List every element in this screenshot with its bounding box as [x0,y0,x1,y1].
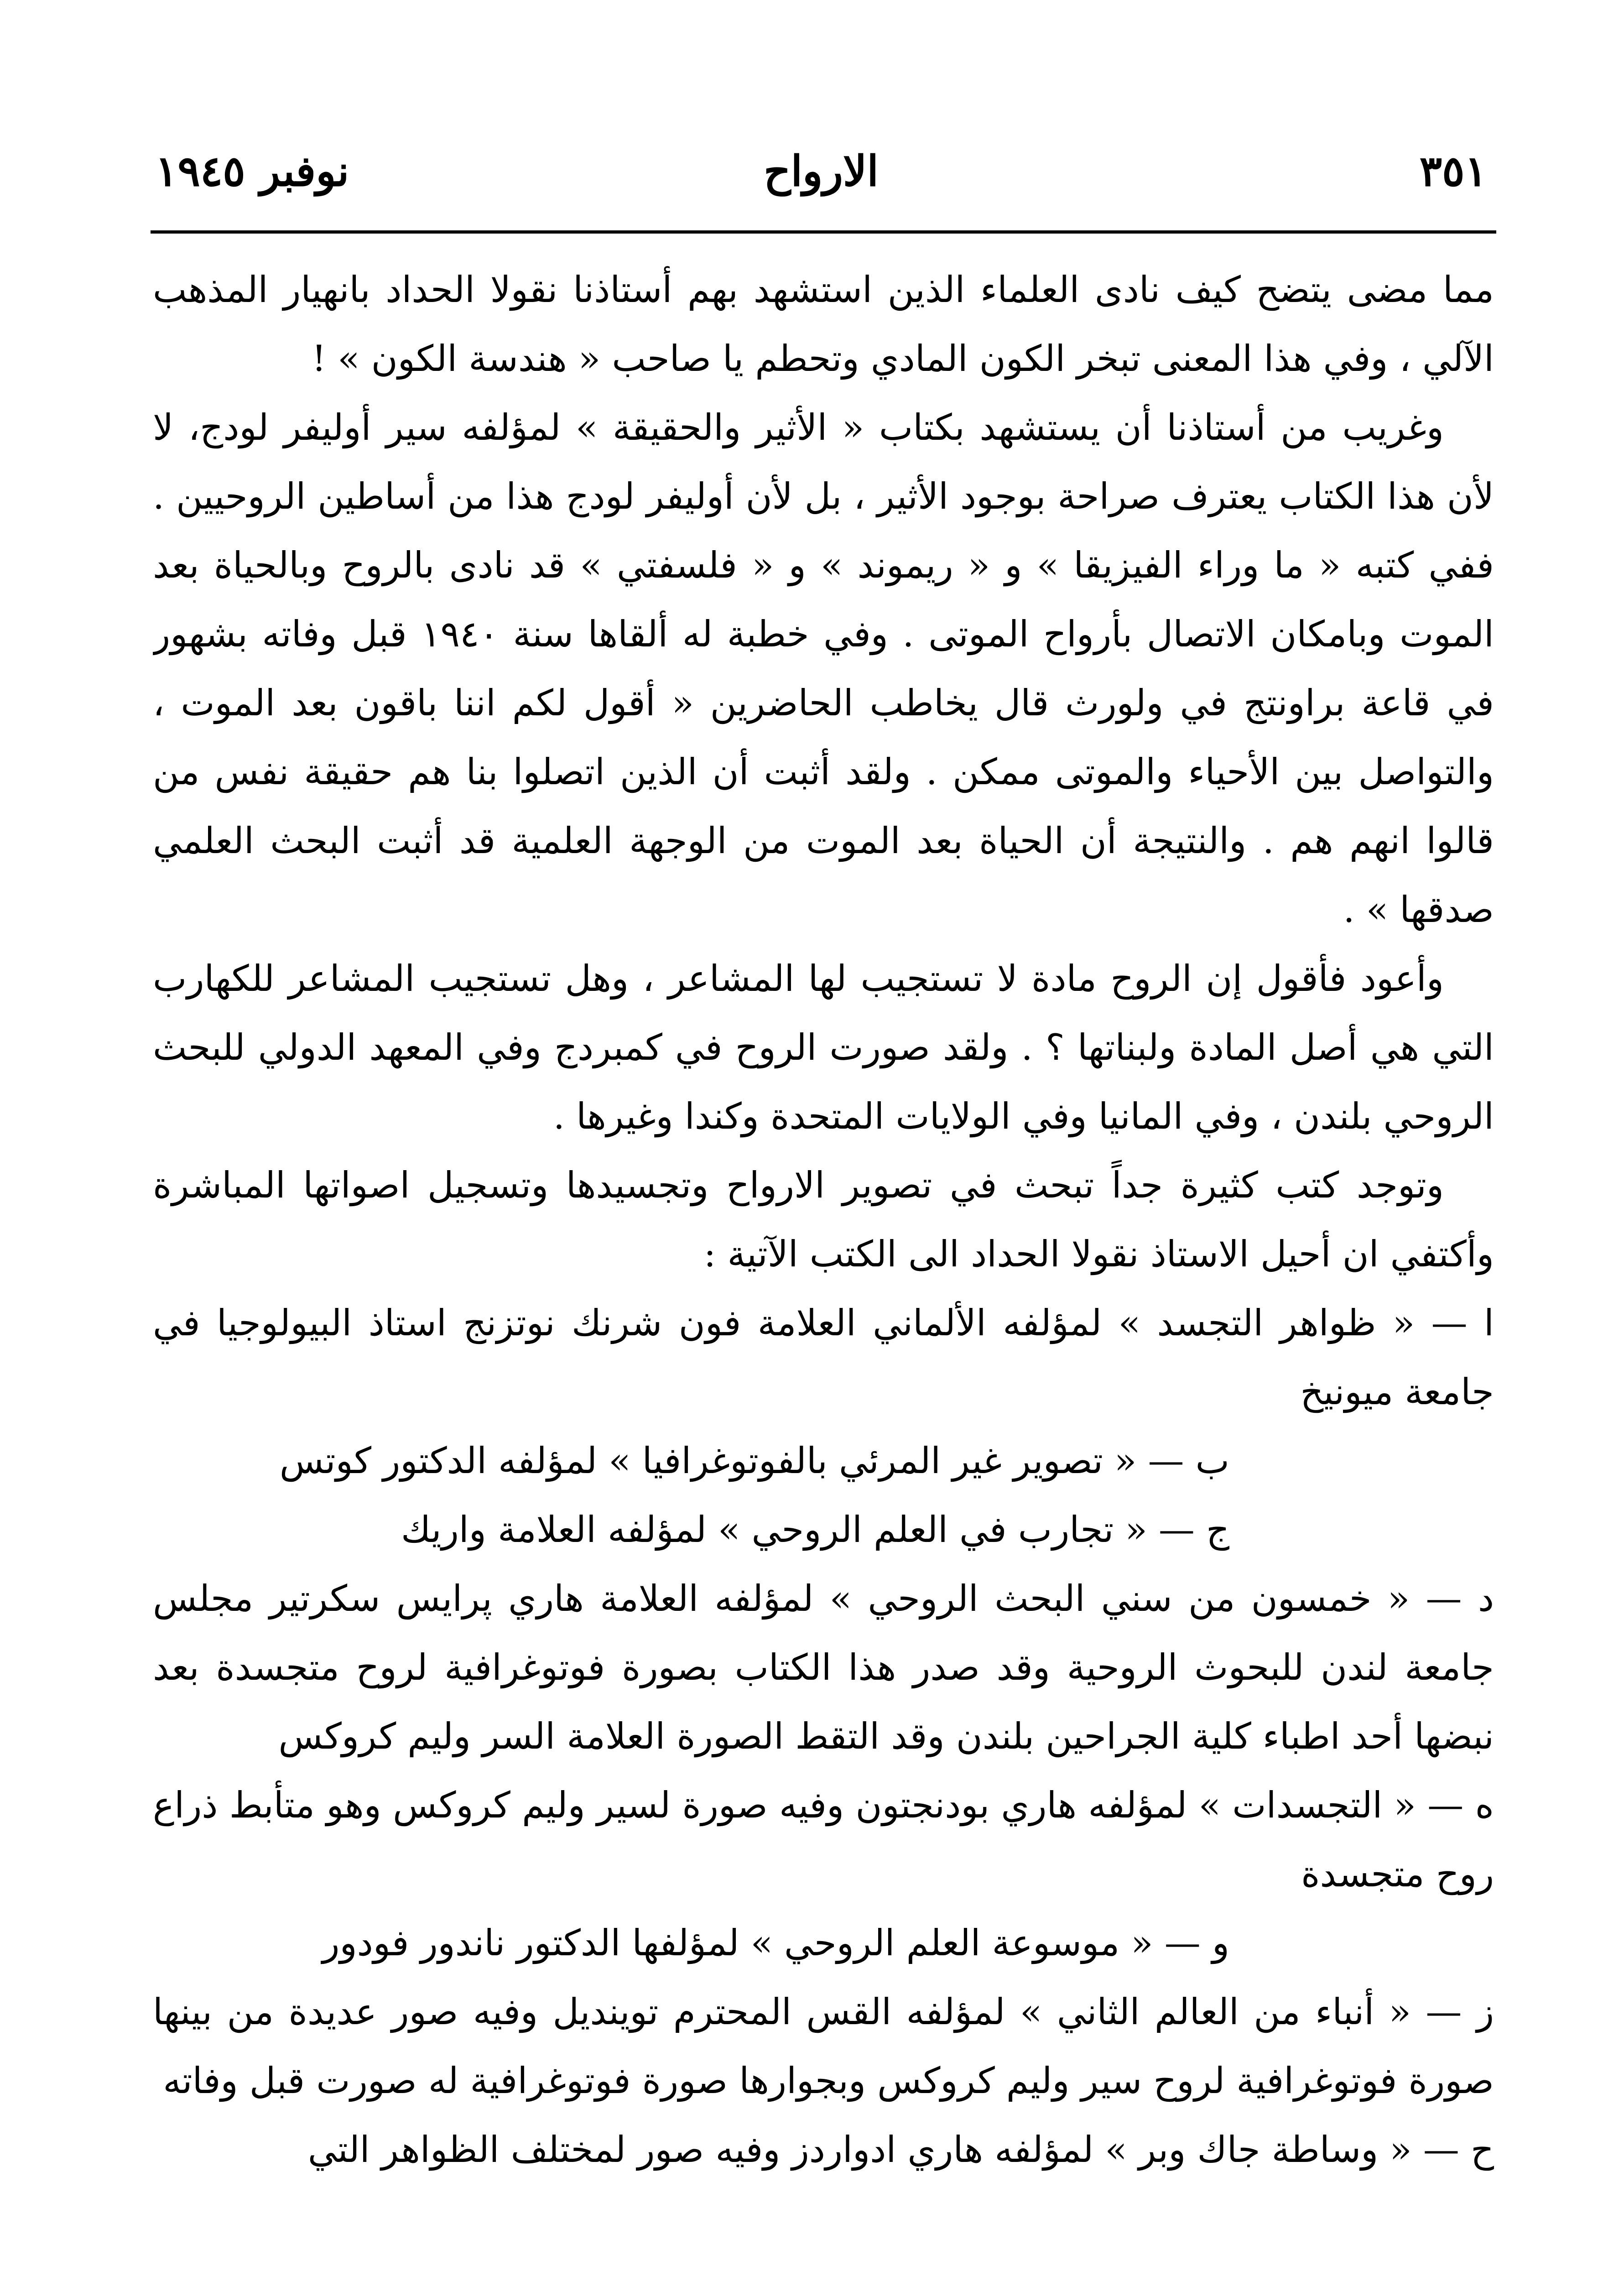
book-item-ha: ه — « التجسدات » لمؤلفه هاري بودنجتون وفيه صورة لسير وليم كروكس وهو متأبط ذراع روح متجسدة [153,1784,1494,1895]
book-item-alif: ا — « ظواهر التجسد » لمؤلفه الألماني العلامة فون شرنك نوتزنج استاذ البيولوجيا في جامعة ميونيخ [153,1302,1494,1413]
header-divider [151,230,1496,234]
paragraph-1: مما مضى يتضح كيف نادى العلماء الذين استشهد بهم أستاذنا نقولا الحداد بانهيار المذهب الآلي ، وفي هذا المعنى تبخر الكون المادي وتحطم يا صاحب « هندسة الكون » ! [153,269,1494,380]
paragraph-4: وتوجد كتب كثيرة جداً تبحث في تصوير الارواح وتجسيدها وتسجيل اصواتها المباشرة وأكتفي ان أحيل الاستاذ نقولا الحداد الى الكتب الآتية : [153,1164,1494,1275]
paragraph-2: وغريب من أستاذنا أن يستشهد بكتاب « الأثير والحقيقة » لمؤلفه سير أوليفر لودج، لا لأن هذا الكتاب يعترف صراحة بوجود الأثير ، بل لأن أوليفر لودج هذا من أساطين الروحيين . ففي كتبه « ما وراء الفيزيقا » و « ريموند » و « فلسفتي » قد نادى بالروح وبالحياة بعد الموت وبامكان الاتصال بأرواح الموتى . وفي خطبة له ألقاها سنة ١٩٤٠ قبل وفاته بشهور في قاعة براونتج في ولورث قال يخاطب الحاضرين « أقول لكم اننا باقون بعد الموت ، والتواصل بين الأحياء والموتى ممكن . ولقد أثبت أن الذين اتصلوا بنا هم حقيقة نفس من قالوا انهم هم . والنتيجة أن الحياة بعد الموت من الوجهة العلمية قد أثبت البحث العلمي صدقها » . [153,406,1494,931]
paragraph-3: وأعود فأقول إن الروح مادة لا تستجيب لها المشاعر ، وهل تستجيب المشاعر للكهارب التي هي أصل المادة ولبناتها ؟ . ولقد صورت الروح في كمبردج وفي المعهد الدولي للبحث الروحي بلندن ، وفي المانيا وفي الولايات المتحدة وكندا وغيرها . [153,958,1494,1137]
issue-date: نوفبر ١٩٤٥ [155,146,349,196]
page-header [155,137,1487,219]
running-title: الارواح [764,146,879,196]
book-item-zay: ز — « أنباء من العالم الثاني » لمؤلفه القس المحترم توينديل وفيه صور عديدة من بينها صورة فوتوغرافية لروح سير وليم كروكس وبجوارها صورة فوتوغرافية له صورت قبل وفاته [153,1991,1494,2102]
book-item-waw: و — « موسوعة العلم الروحي » لمؤلفها الدكتور ناندور فودور [322,1922,1229,1964]
book-item-jim: ج — « تجارب في العلم الروحي » لمؤلفه العلامة واريك [401,1509,1229,1551]
article-body [153,255,1494,2281]
book-item-ba: ب — « تصوير غير المرئي بالفوتوغرافيا » لمؤلفه الدكتور كوتس [279,1440,1229,1482]
book-item-dal: د — « خمسون من سني البحث الروحي » لمؤلفه العلامة هاري پرايس سكرتير مجلس جامعة لندن للبحوث الروحية وقد صدر هذا الكتاب بصورة فوتوغرافية لروح متجسدة بعد نبضها أحد اطباء كلية الجراحين بلندن وقد التقط الصورة العلامة السر وليم كروكس [153,1578,1494,1757]
book-item-hha: ح — « وساطة جاك وبر » لمؤلفه هاري ادواردز وفيه صور لمختلف الظواهر التي [307,2129,1494,2171]
page-number: ٣٥١ [1419,146,1487,196]
